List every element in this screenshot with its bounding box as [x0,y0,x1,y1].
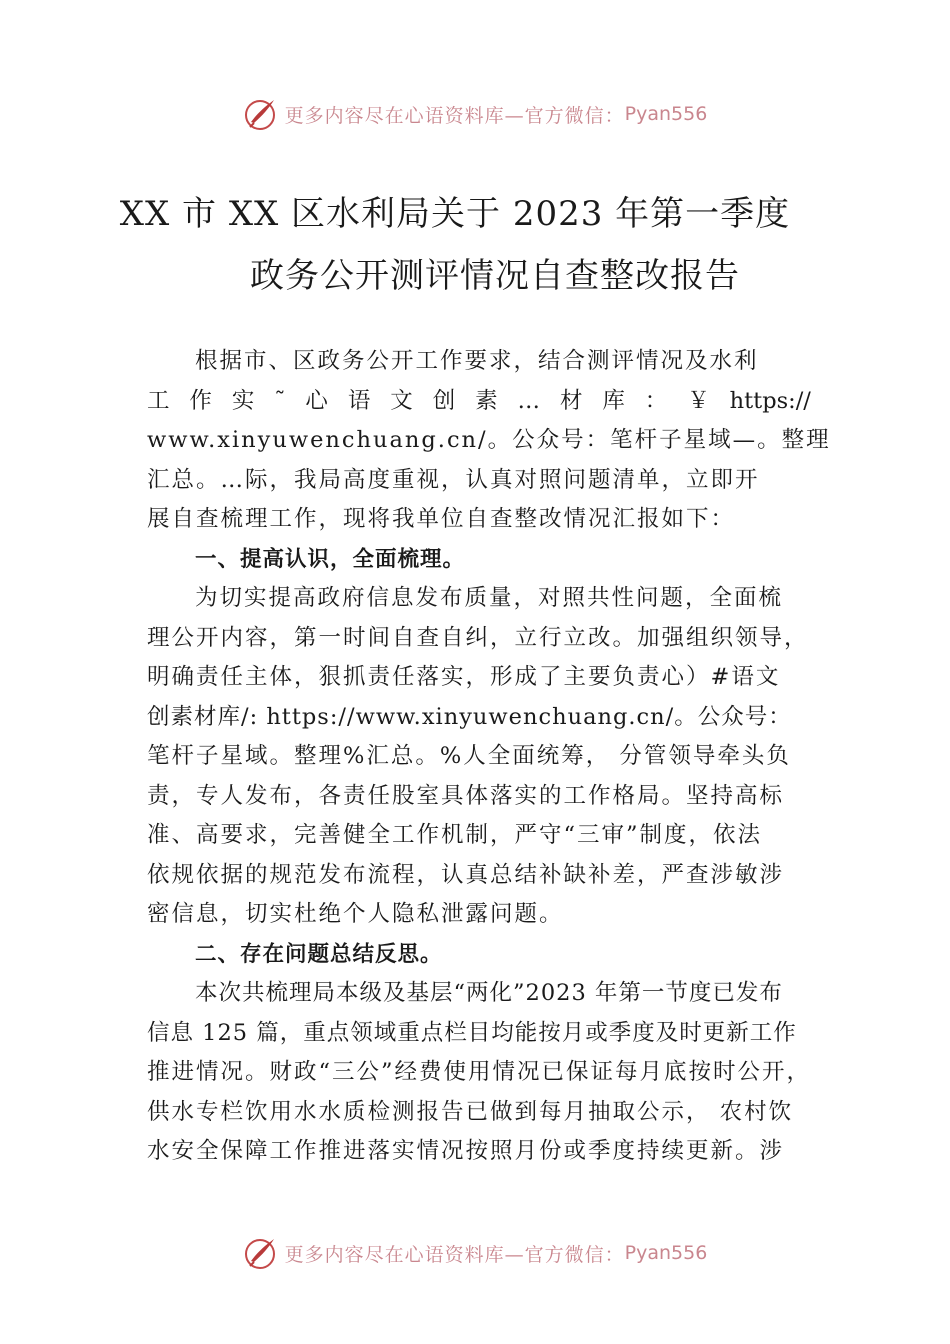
banner-text: 更多内容尽在心语资料库—官方微信： [284,104,625,127]
body-line: 密信息，切实杜绝个人隐私泄露问题。 [147,901,564,927]
body-line: 信息 125 篇，重点领域重点栏目均能按月或季度及时更新工作 [147,1019,797,1046]
body-line: 水安全保障工作推进落实情况按照月份或季度持续更新。涉 [147,1138,785,1164]
body-line: 准、高要求，完善健全工作机制，严守“三审”制度，依法 [147,822,763,848]
body-char: 实 [231,387,255,414]
body-line: 创素材库/: https://www.xinyuwenchuang.cn/。公众号： [147,703,792,730]
body-char: 创 [432,387,456,414]
header-watermark-banner [0,94,950,134]
body-line: 本次共梳理局本级及基层“两化”2023 年第一节度已发布 [195,980,783,1006]
document-title-line-1: XX 市 XX 区水利局关于 2023 年第一季度 [119,194,791,234]
body-line: 理公开内容，第一时间自查自纠，立行立改。加强组织领导， [147,624,809,651]
quill-seal-icon [243,1235,279,1271]
document-body [147,342,831,1172]
body-char: 工 [147,387,170,414]
section-heading-2: 二、存在问题总结反思。 [195,941,443,967]
body-char: 心 [305,387,328,414]
body-char: ： [644,387,668,414]
body-line: 为切实提高政府信息发布质量，对照共性问题，全面梳 [195,585,784,611]
banner-wechat-id: Pyan556 [624,1242,708,1264]
body-line: 责，专人发布，各责任股室具体落实的工作格局。坚持高标 [147,782,785,809]
body-char: 材 [559,387,583,414]
body-line: 汇总。…际，我局高度重视，认真对照问题清单，立即开 [147,466,760,493]
footer-watermark-banner [0,1233,950,1273]
body-line: 推进情况。财政“三公”经费使用情况已保证每月底按时公开， [147,1059,812,1085]
body-line: 依规依据的规范发布流程，认真总结补缺补差，严查涉敏涉 [147,861,785,888]
body-char: 文 [390,387,413,414]
body-char: 作 [189,387,212,414]
body-line: 供水专栏饮用水水质检测报告已做到每月抽取公示， 农村饮 [147,1098,794,1125]
body-line-justified [147,382,811,422]
body-line: 明确责任主体，狠抓责任落实，形成了主要负责心）#语文 [147,664,781,690]
document-title-line-2: 政务公开测评情况自查整改报告 [250,256,740,296]
banner-text: 更多内容尽在心语资料库—官方微信： [284,1243,625,1266]
quill-seal-icon [243,96,279,132]
body-char: ˜ [274,387,286,414]
banner-wechat-id: Pyan556 [624,103,708,125]
body-char: ￥ [687,387,710,414]
body-char: … [517,387,541,414]
body-char: 素 [475,387,498,414]
body-line: 根据市、区政务公开工作要求，结合测评情况及水利 [195,348,759,374]
body-line: 展自查梳理工作，现将我单位自查整改情况汇报如下： [147,506,736,532]
body-line: 笔杆子星域。整理%汇总。%人全面统筹， 分管领导牵头负 [147,743,791,769]
section-heading-1: 一、提高认识，全面梳理。 [195,546,466,572]
body-char: 语 [347,387,371,414]
body-url-fragment: https:// [729,387,811,414]
body-char: 库 [602,387,625,414]
body-line: www.xinyuwenchuang.cn/。公众号：笔杆子星域—。整理 [147,427,831,453]
